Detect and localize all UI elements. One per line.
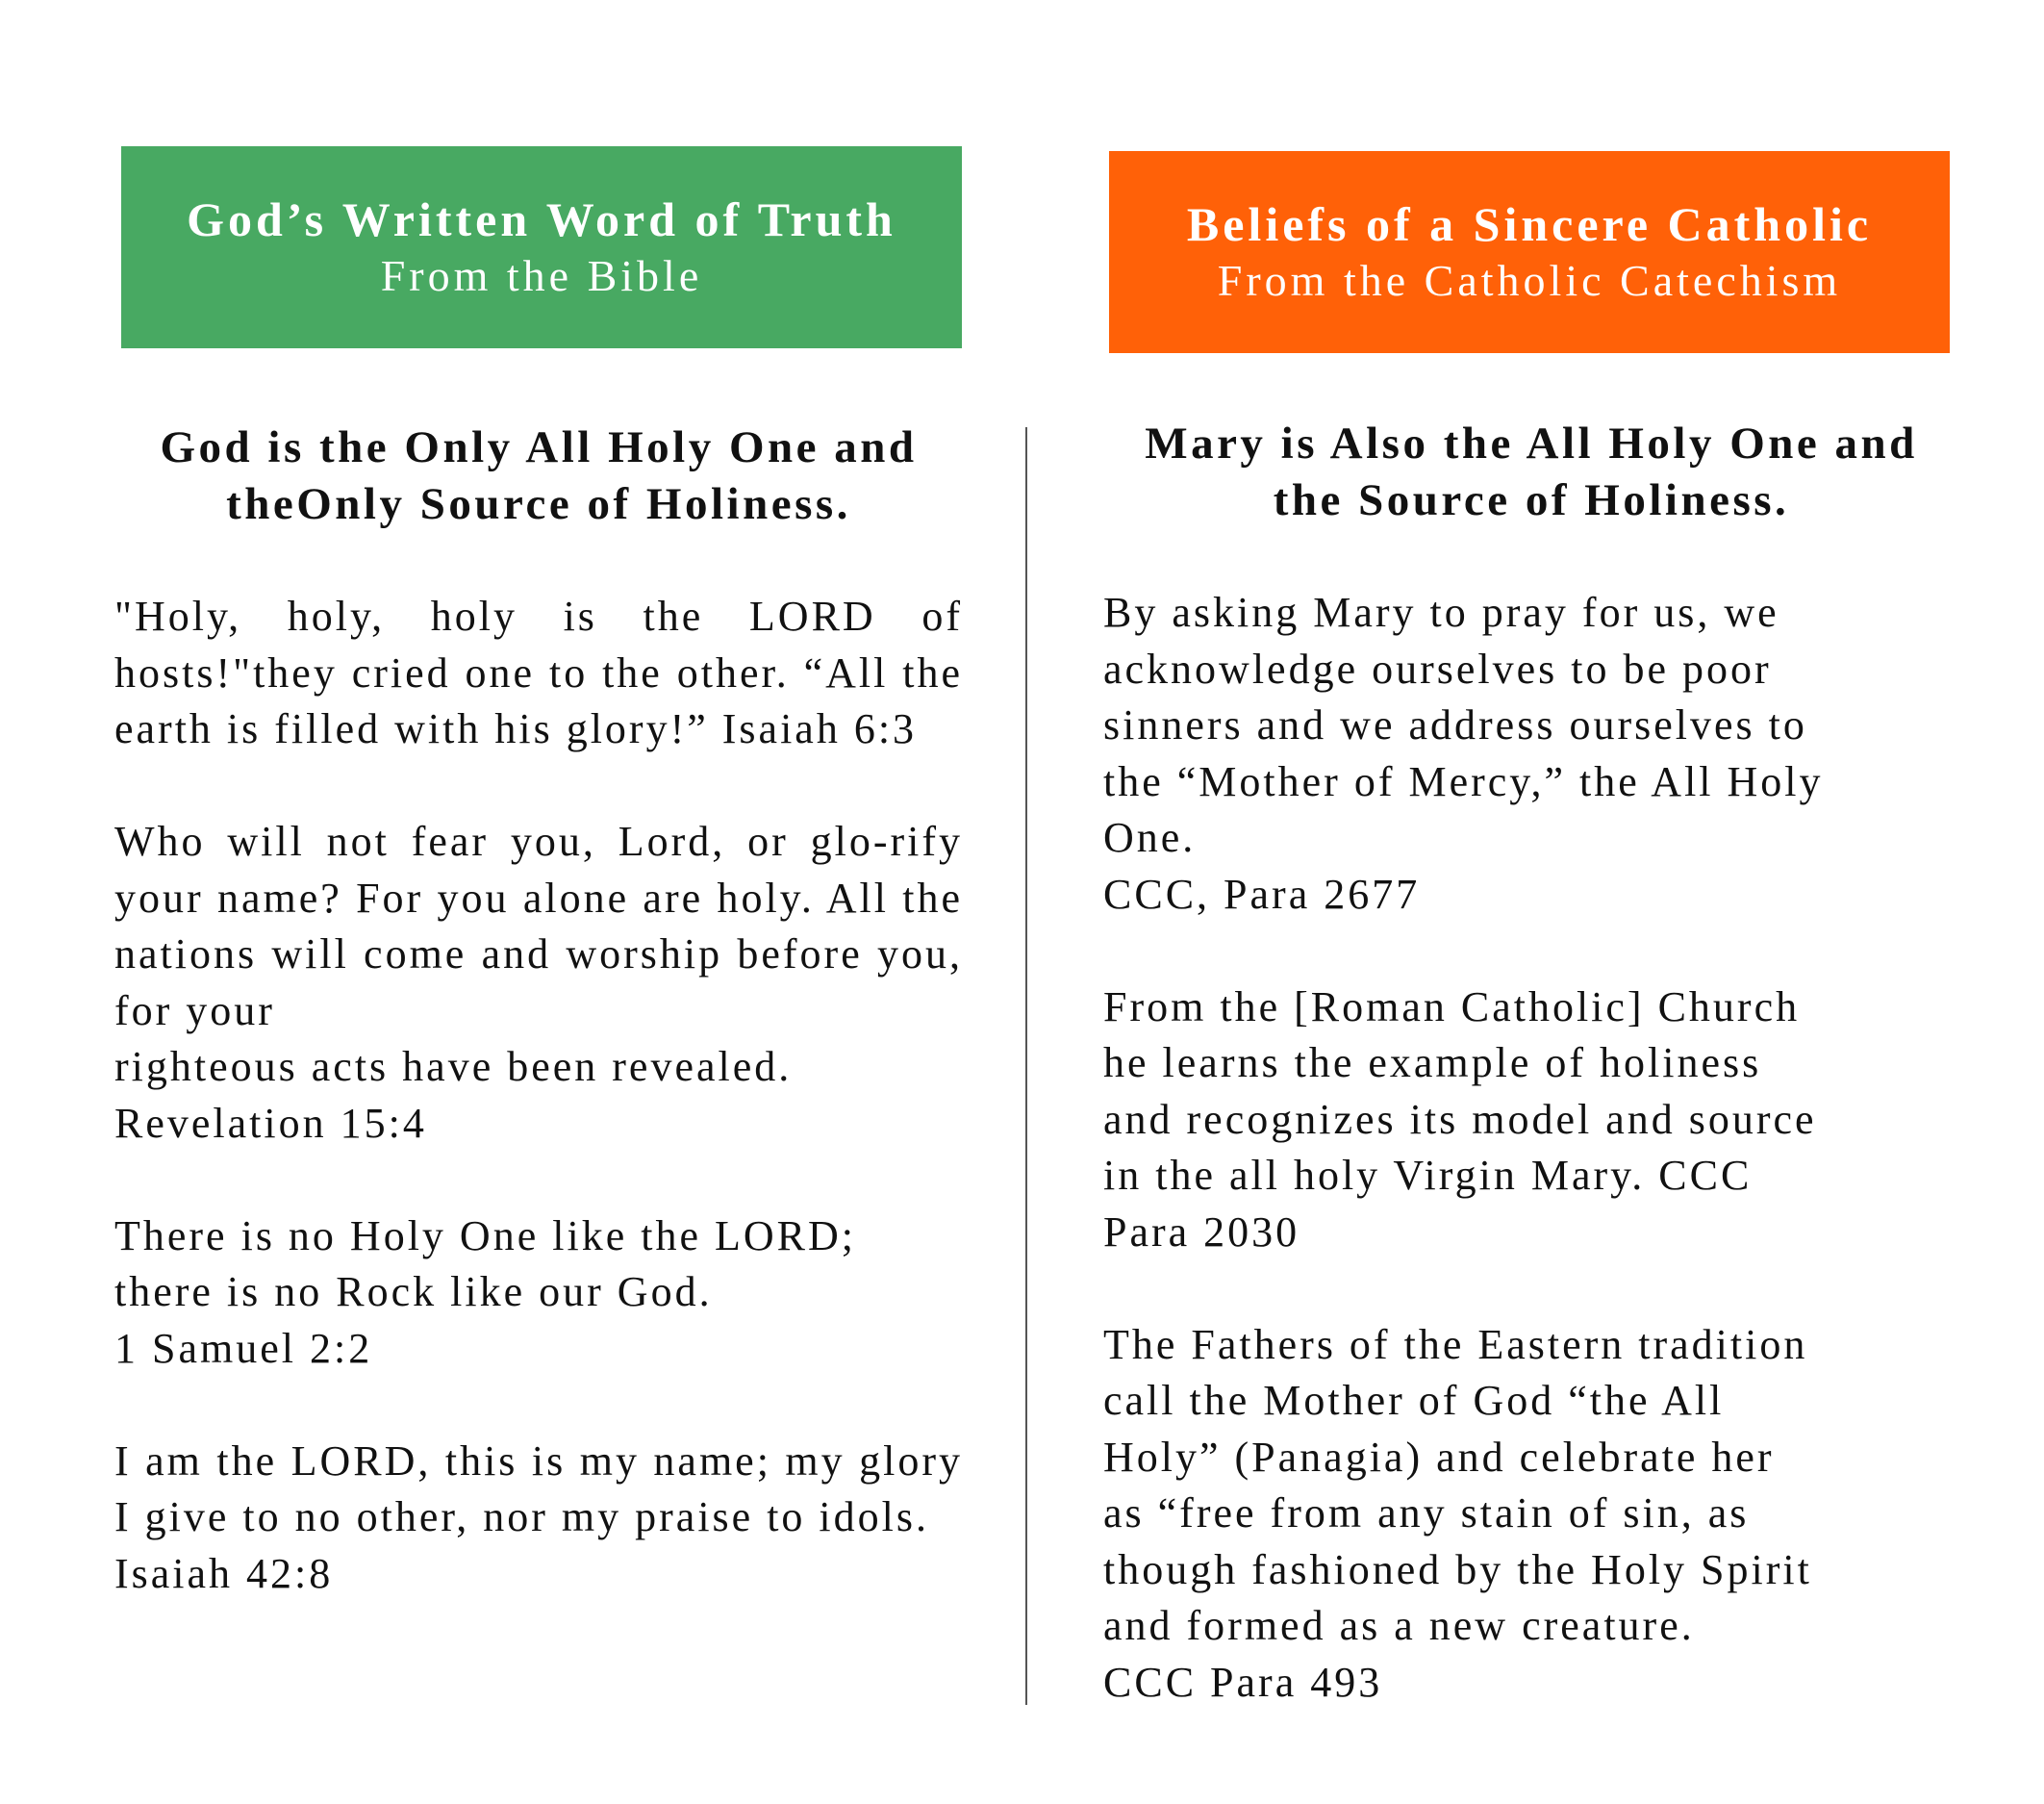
catechism-heading: Mary is Also the All Holy One and the Source of Holiness. bbox=[1145, 419, 1918, 525]
catechism-column bbox=[1103, 416, 1959, 1767]
bible-banner bbox=[121, 146, 962, 348]
catechism-quote: From the [Roman Catholic] Church he learns the example of holiness and recognizes its model and source in the all holy Virgin Mary. CCC Para 2030 bbox=[1103, 982, 1817, 1256]
bible-banner-subtitle: From the Bible bbox=[380, 251, 703, 300]
catechism-banner-title: Beliefs of a Sincere Catholic bbox=[1186, 197, 1873, 251]
bible-quote: "Holy, holy, holy is the LORD of hosts!"they cried one to the other. “All the earth is filled with his glory!” Isaiah 6:3 bbox=[114, 593, 963, 752]
bible-banner-title: God’s Written Word of Truth bbox=[187, 192, 896, 246]
catechism-quote: By asking Mary to pray for us, we acknowledge ourselves to be poor sinners and we address ourselves to the “Mother of Mercy,” the All Holy One. CCC, Para 2677 bbox=[1103, 589, 1824, 918]
catechism-banner bbox=[1109, 151, 1950, 353]
bible-quote: I am the LORD, this is my name; my glory I give to no other, nor my praise to idols. Isaiah 42:8 bbox=[114, 1436, 963, 1597]
catechism-quote: The Fathers of the Eastern tradition call the Mother of God “the All Holy” (Panagia) and celebrate her as “free from any stain of sin, as though fashioned by the Holy Spirit and formed as a new creature. CCC Para 493 bbox=[1103, 1320, 1812, 1706]
bible-quote: Who will not fear you, Lord, or glo-rify your name? For you alone are holy. All the nations will come and worship before you, for your righteous acts have been revealed. Revelation 15:4 bbox=[114, 818, 963, 1147]
bible-heading: God is the Only All Holy One and theOnly Source of Holiness. bbox=[160, 422, 918, 529]
column-divider bbox=[1025, 427, 1027, 1705]
bible-column bbox=[114, 419, 963, 1659]
catechism-banner-subtitle: From the Catholic Catechism bbox=[1217, 256, 1842, 305]
bible-quote: There is no Holy One like the LORD; there is no Rock like our God. 1 Samuel 2:2 bbox=[114, 1211, 856, 1372]
